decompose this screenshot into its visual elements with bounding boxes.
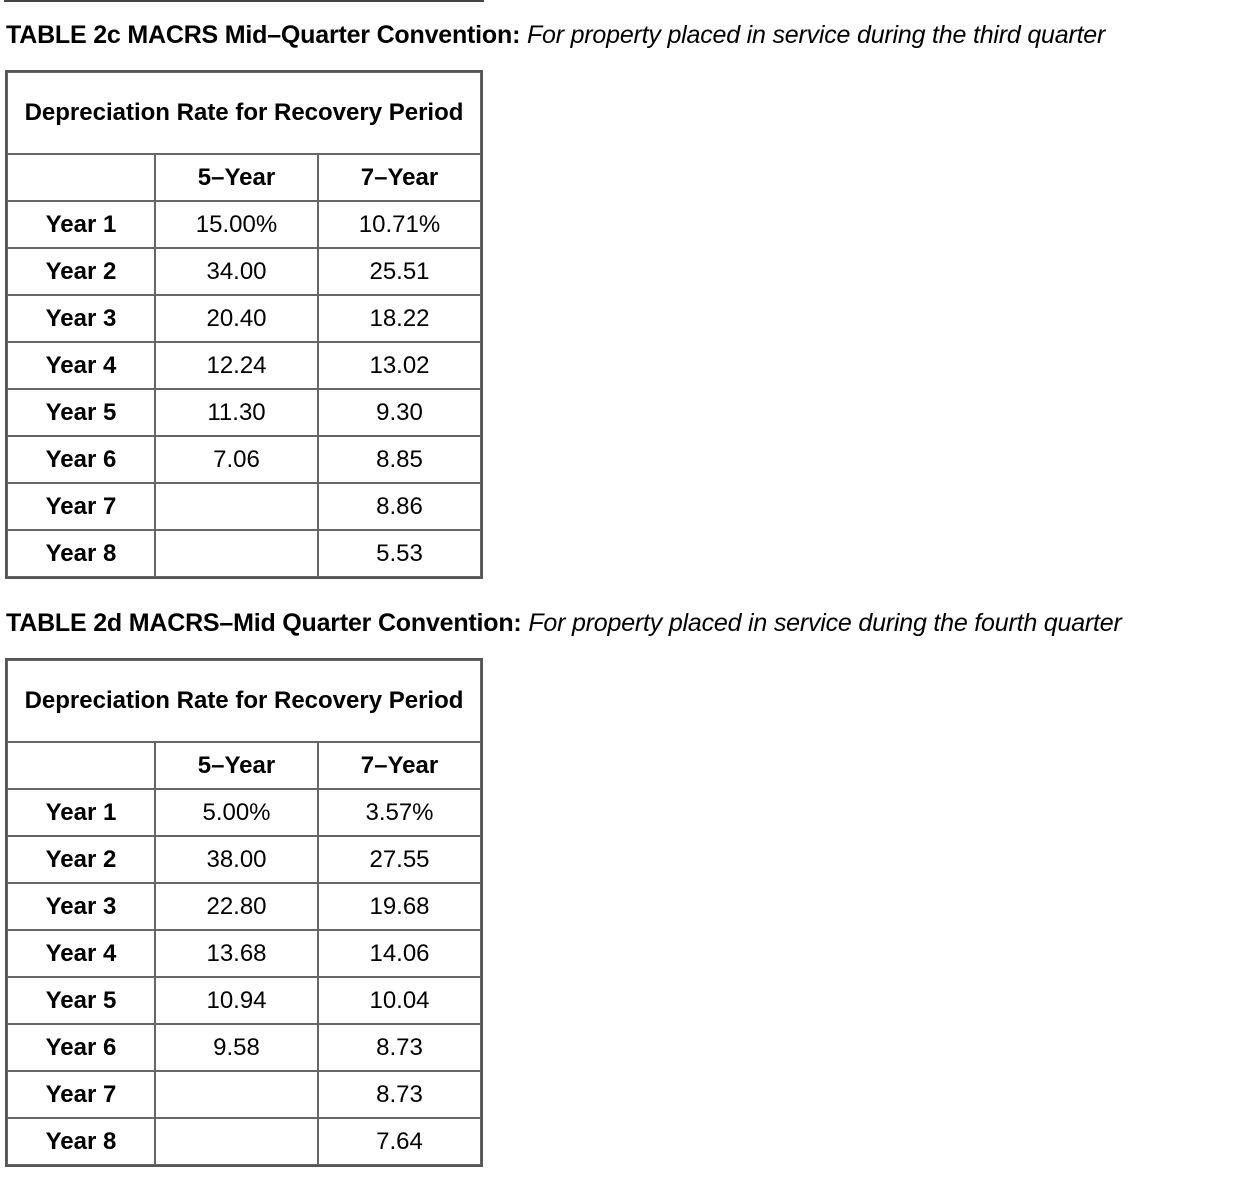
rate-5-year bbox=[155, 1071, 318, 1118]
table-row bbox=[7, 1118, 481, 1165]
table-2d-caption bbox=[6, 609, 1122, 638]
table-2c-caption bbox=[6, 21, 1105, 50]
rate-5-year: 13.68 bbox=[155, 930, 318, 977]
rate-5-year: 20.40 bbox=[155, 295, 318, 342]
rate-7-year: 25.51 bbox=[318, 248, 481, 295]
rate-7-year: 8.85 bbox=[318, 436, 481, 483]
year-label: Year 8 bbox=[7, 530, 155, 577]
table-row bbox=[7, 436, 481, 483]
table-row bbox=[7, 483, 481, 530]
rate-5-year: 22.80 bbox=[155, 883, 318, 930]
year-label: Year 2 bbox=[7, 248, 155, 295]
column-header-5-year: 5–Year bbox=[155, 742, 318, 789]
table-column-header-row bbox=[7, 154, 481, 201]
rate-5-year bbox=[155, 530, 318, 577]
rate-7-year: 8.73 bbox=[318, 1024, 481, 1071]
table-row bbox=[7, 1071, 481, 1118]
rate-7-year: 10.71% bbox=[318, 201, 481, 248]
table-2d bbox=[5, 658, 483, 1167]
year-label: Year 4 bbox=[7, 930, 155, 977]
rate-5-year: 15.00% bbox=[155, 201, 318, 248]
table-row bbox=[7, 342, 481, 389]
rate-5-year: 38.00 bbox=[155, 836, 318, 883]
rate-7-year: 18.22 bbox=[318, 295, 481, 342]
table-2c-label: TABLE 2c MACRS Mid–Quarter Convention: bbox=[6, 21, 521, 49]
table-row bbox=[7, 977, 481, 1024]
rate-5-year: 9.58 bbox=[155, 1024, 318, 1071]
year-label: Year 6 bbox=[7, 1024, 155, 1071]
top-rule bbox=[4, 0, 484, 2]
column-header-7-year: 7–Year bbox=[318, 742, 481, 789]
year-label: Year 8 bbox=[7, 1118, 155, 1165]
year-label: Year 6 bbox=[7, 436, 155, 483]
table-row bbox=[7, 295, 481, 342]
column-header-7-year: 7–Year bbox=[318, 154, 481, 201]
rate-7-year: 7.64 bbox=[318, 1118, 481, 1165]
rate-5-year: 5.00% bbox=[155, 789, 318, 836]
year-label: Year 2 bbox=[7, 836, 155, 883]
table-2c-description: For property placed in service during the third quarter bbox=[526, 21, 1106, 49]
year-label: Year 4 bbox=[7, 342, 155, 389]
rate-7-year: 10.04 bbox=[318, 977, 481, 1024]
rate-5-year: 11.30 bbox=[155, 389, 318, 436]
table-row bbox=[7, 930, 481, 977]
table-row bbox=[7, 201, 481, 248]
year-label: Year 7 bbox=[7, 483, 155, 530]
table-2d-description: For property placed in service during the fourth quarter bbox=[528, 609, 1122, 637]
rate-7-year: 8.73 bbox=[318, 1071, 481, 1118]
empty-header-cell bbox=[7, 742, 155, 789]
table-2c bbox=[5, 70, 483, 579]
table-row bbox=[7, 389, 481, 436]
year-label: Year 5 bbox=[7, 977, 155, 1024]
year-label: Year 3 bbox=[7, 883, 155, 930]
rate-7-year: 19.68 bbox=[318, 883, 481, 930]
table-2d-label: TABLE 2d MACRS–Mid Quarter Convention: bbox=[6, 609, 522, 637]
rate-5-year bbox=[155, 1118, 318, 1165]
year-label: Year 7 bbox=[7, 1071, 155, 1118]
table-header-row bbox=[7, 660, 481, 742]
empty-header-cell bbox=[7, 154, 155, 201]
rate-5-year: 34.00 bbox=[155, 248, 318, 295]
table-row bbox=[7, 883, 481, 930]
year-label: Year 3 bbox=[7, 295, 155, 342]
rate-7-year: 5.53 bbox=[318, 530, 481, 577]
table-column-header-row bbox=[7, 742, 481, 789]
table-row bbox=[7, 836, 481, 883]
table-header-row bbox=[7, 72, 481, 154]
rate-5-year: 7.06 bbox=[155, 436, 318, 483]
rate-7-year: 9.30 bbox=[318, 389, 481, 436]
column-header-5-year: 5–Year bbox=[155, 154, 318, 201]
rate-5-year: 10.94 bbox=[155, 977, 318, 1024]
table-row bbox=[7, 789, 481, 836]
year-label: Year 1 bbox=[7, 789, 155, 836]
rate-7-year: 8.86 bbox=[318, 483, 481, 530]
table-2d-header: Depreciation Rate for Recovery Period bbox=[7, 660, 481, 742]
rate-7-year: 27.55 bbox=[318, 836, 481, 883]
year-label: Year 1 bbox=[7, 201, 155, 248]
table-2c-header: Depreciation Rate for Recovery Period bbox=[7, 72, 481, 154]
rate-7-year: 14.06 bbox=[318, 930, 481, 977]
table-row bbox=[7, 530, 481, 577]
table-row bbox=[7, 1024, 481, 1071]
rate-7-year: 3.57% bbox=[318, 789, 481, 836]
year-label: Year 5 bbox=[7, 389, 155, 436]
rate-5-year bbox=[155, 483, 318, 530]
rate-5-year: 12.24 bbox=[155, 342, 318, 389]
table-row bbox=[7, 248, 481, 295]
rate-7-year: 13.02 bbox=[318, 342, 481, 389]
